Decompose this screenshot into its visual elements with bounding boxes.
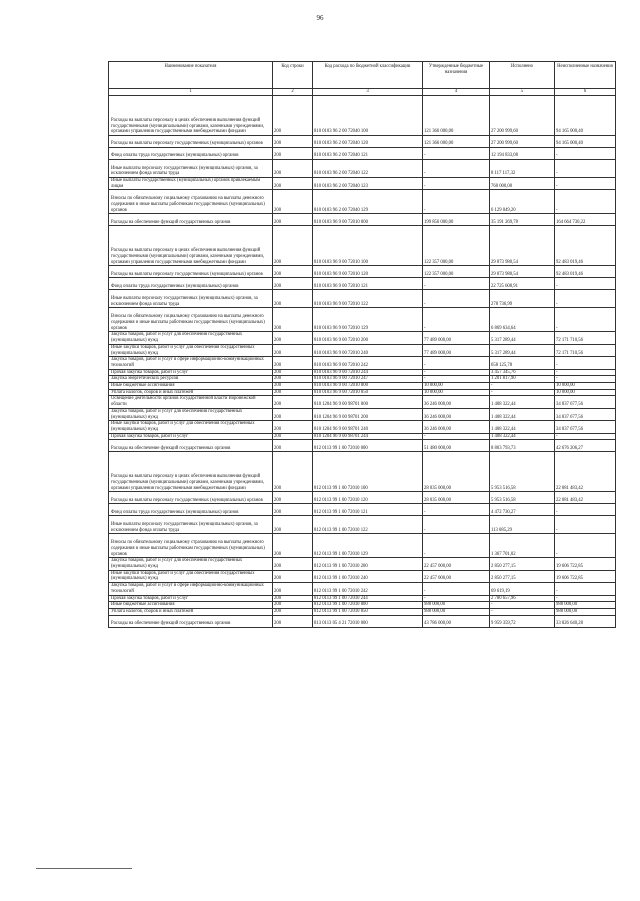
row-budget-code: 810 1204 96 9 00 98701 000 <box>313 396 423 408</box>
header-budget-code: Код расхода по бюджетной классификации <box>313 62 423 89</box>
row-executed: 27 200 999,60 <box>490 96 555 136</box>
row-budget-code: 812 0113 99 1 00 72010 122 <box>313 516 423 534</box>
table-row <box>109 440 616 452</box>
row-name: Расходы на выплаты персоналу в целях обеспечения выполнения функций государственными (муниципальными) органами, казенными учреждениями, органами управления государственными внебюджетными фондами <box>109 96 273 136</box>
header-remaining: Неисполненные назначения <box>555 62 616 89</box>
row-budget-code: 812 0113 99 1 00 72010 129 <box>313 534 423 558</box>
row-executed: - <box>490 383 555 390</box>
row-approved: 36 246 000,00 <box>423 408 490 420</box>
row-budget-code: 810 0103 96 2 00 72040 121 <box>313 148 423 160</box>
row-line-code: 200 <box>273 421 313 433</box>
row-approved: 122 357 000,00 <box>423 226 490 266</box>
table-row <box>109 148 616 160</box>
row-budget-code: 810 0103 96 2 00 72040 129 <box>313 190 423 214</box>
row-name: Прочая закупка товаров, работ и услуг <box>109 369 273 376</box>
row-name: Уплата налогов, сборов и иных платежей <box>109 389 273 396</box>
column-number: 2 <box>273 89 313 96</box>
row-line-code: 200 <box>273 433 313 440</box>
column-number: 3 <box>313 89 423 96</box>
row-approved: - <box>423 583 490 595</box>
row-approved: 36 246 000,00 <box>423 421 490 433</box>
row-name: Закупка товаров, работ и услуг для обеспечения государственных (муниципальных) нужд <box>109 408 273 420</box>
row-name: Прочая закупка товаров, работ и услуг <box>109 595 273 602</box>
row-remaining: 72 171 710,56 <box>555 344 616 356</box>
row-approved: 28 035 000,00 <box>423 452 490 492</box>
row-line-code: 200 <box>273 516 313 534</box>
table-row <box>109 383 616 390</box>
row-executed: 1 201 817,90 <box>490 376 555 383</box>
row-budget-code: 810 1204 96 9 00 98701 240 <box>313 421 423 433</box>
row-name: Расходы на обеспечение функций государственных органов <box>109 440 273 452</box>
row-remaining: 34 837 677,56 <box>555 408 616 420</box>
row-remaining: 22 081 483,42 <box>555 452 616 492</box>
table-row <box>109 534 616 558</box>
row-budget-code: 812 0113 99 1 00 72010 242 <box>313 583 423 595</box>
table-row <box>109 615 616 627</box>
row-approved: 77 489 000,00 <box>423 332 490 344</box>
row-approved: - <box>423 369 490 376</box>
row-budget-code: 812 0113 99 1 00 72010 100 <box>313 452 423 492</box>
row-line-code: 200 <box>273 148 313 160</box>
page-number: 96 <box>316 14 324 22</box>
row-line-code: 200 <box>273 178 313 190</box>
row-approved: - <box>423 148 490 160</box>
row-executed: 29 873 980,54 <box>490 226 555 266</box>
row-remaining: 19 606 722,85 <box>555 558 616 570</box>
row-name: Расходы на выплаты персоналу в целях обеспечения выполнения функций государственными (муниципальными) органами, казенными учреждениями, органами управления государственными внебюджетными фондами <box>109 226 273 266</box>
row-name: Иные закупки товаров, работ и услуг для обеспечения государственных (муниципальных) нужд <box>109 344 273 356</box>
row-executed: - <box>490 602 555 609</box>
row-name: Иные выплаты персоналу государственных (муниципальных) органов, за исключением фонда оплаты труда <box>109 516 273 534</box>
row-line-code: 200 <box>273 452 313 492</box>
row-approved: 22 457 000,00 <box>423 570 490 582</box>
row-budget-code: 812 0113 99 1 00 72010 120 <box>313 492 423 504</box>
row-remaining: 92 483 019,46 <box>555 226 616 266</box>
row-remaining: - <box>555 369 616 376</box>
row-approved: - <box>423 190 490 214</box>
row-name: Закупка товаров, работ и услуг в сфере информационно-коммуникационных технологий <box>109 357 273 369</box>
row-line-code: 200 <box>273 96 313 136</box>
row-budget-code: 810 0103 96 9 00 72010 244 <box>313 369 423 376</box>
row-approved: 51 480 000,00 <box>423 440 490 452</box>
row-remaining: 10 000,00 <box>555 389 616 396</box>
row-executed: 5 953 516,58 <box>490 492 555 504</box>
table-row <box>109 376 616 383</box>
row-name: Расходы на выплаты персоналу в целях обеспечения выполнения функций государственными (муниципальными) органами, казенными учреждениями, органами управления государственными внебюджетными фондами <box>109 452 273 492</box>
row-name: Иные закупки товаров, работ и услуг для обеспечения государственных (муниципальных) нужд <box>109 421 273 433</box>
table-row <box>109 96 616 136</box>
row-remaining: - <box>555 516 616 534</box>
table-row <box>109 516 616 534</box>
row-remaining: 34 837 677,56 <box>555 421 616 433</box>
row-executed: 5 317 289,44 <box>490 344 555 356</box>
row-name: Фонд оплаты труда государственных (муниципальных) органов <box>109 504 273 516</box>
row-budget-code: 812 0113 99 1 00 72010 200 <box>313 558 423 570</box>
footer-divider <box>36 868 132 869</box>
row-name: Иные бюджетные ассигнования <box>109 602 273 609</box>
row-remaining: - <box>555 357 616 369</box>
row-line-code: 200 <box>273 440 313 452</box>
row-name: Расходы на обеспечение функций государственных органов <box>109 214 273 226</box>
column-number: 4 <box>423 89 490 96</box>
row-remaining: - <box>555 504 616 516</box>
row-line-code: 200 <box>273 583 313 595</box>
row-name: Расходы на обеспечение функций государственных органов <box>109 615 273 627</box>
row-budget-code: 810 0103 96 9 00 72010 800 <box>313 383 423 390</box>
row-line-code: 200 <box>273 492 313 504</box>
row-approved: 988 000,00 <box>423 602 490 609</box>
row-executed: 35 191 269,78 <box>490 214 555 226</box>
table-row <box>109 558 616 570</box>
row-remaining: - <box>555 148 616 160</box>
row-approved: - <box>423 160 490 178</box>
table-row <box>109 357 616 369</box>
table-row <box>109 278 616 290</box>
row-line-code: 200 <box>273 602 313 609</box>
row-approved: 988 000,00 <box>423 608 490 615</box>
row-budget-code: 810 0103 96 9 00 72010 122 <box>313 290 423 308</box>
row-budget-code: 810 0103 96 9 00 72010 100 <box>313 226 423 266</box>
row-executed: 658 125,78 <box>490 357 555 369</box>
row-line-code: 200 <box>273 608 313 615</box>
row-line-code: 200 <box>273 290 313 308</box>
row-executed: 113 085,29 <box>490 516 555 534</box>
row-budget-code: 810 0103 96 9 00 72010 240 <box>313 344 423 356</box>
row-remaining: 22 081 483,42 <box>555 492 616 504</box>
row-approved: 28 035 000,00 <box>423 492 490 504</box>
column-number: 1 <box>109 89 273 96</box>
row-executed: 1 408 322,44 <box>490 396 555 408</box>
row-approved: 121 366 000,00 <box>423 136 490 148</box>
row-executed: 12 194 833,08 <box>490 148 555 160</box>
row-remaining: - <box>555 433 616 440</box>
row-budget-code: 810 1204 96 9 00 98701 244 <box>313 433 423 440</box>
header-line-code: Код строки <box>273 62 313 89</box>
table-row <box>109 396 616 408</box>
row-remaining: - <box>555 308 616 332</box>
row-budget-code: 812 0113 99 1 00 72010 240 <box>313 570 423 582</box>
row-name: Иные бюджетные ассигнования <box>109 383 273 390</box>
row-approved: - <box>423 357 490 369</box>
row-remaining: - <box>555 290 616 308</box>
row-budget-code: 810 0103 96 9 00 72010 120 <box>313 266 423 278</box>
row-line-code: 200 <box>273 534 313 558</box>
row-remaining: - <box>555 278 616 290</box>
row-executed: 8 117 117,32 <box>490 160 555 178</box>
column-number-row <box>109 89 616 96</box>
row-line-code: 200 <box>273 344 313 356</box>
row-budget-code: 810 0103 96 9 00 72010 850 <box>313 389 423 396</box>
header-executed: Исполнено <box>490 62 555 89</box>
row-name: Взносы по обязательному социальному страхованию на выплаты денежного содержания и иные выплаты работникам государственных (муниципальных) органов <box>109 534 273 558</box>
row-approved: 122 357 000,00 <box>423 266 490 278</box>
row-approved: - <box>423 595 490 602</box>
row-line-code: 200 <box>273 595 313 602</box>
row-line-code: 200 <box>273 396 313 408</box>
header-approved: Утвержденные бюджетные назначения <box>423 62 490 89</box>
row-executed: 2 850 277,15 <box>490 570 555 582</box>
row-remaining: 94 165 000,40 <box>555 96 616 136</box>
row-name: Закупка товаров, работ и услуг для обеспечения государственных (муниципальных) нужд <box>109 332 273 344</box>
row-budget-code: 810 0103 96 9 00 72010 121 <box>313 278 423 290</box>
row-line-code: 200 <box>273 389 313 396</box>
row-line-code: 200 <box>273 408 313 420</box>
row-line-code: 200 <box>273 369 313 376</box>
row-budget-code: 810 1204 96 9 00 98701 200 <box>313 408 423 420</box>
table-row <box>109 160 616 178</box>
row-line-code: 200 <box>273 558 313 570</box>
row-approved: 22 457 000,00 <box>423 558 490 570</box>
row-budget-code: 810 0103 96 9 00 72010 129 <box>313 308 423 332</box>
row-executed: 1 367 701,02 <box>490 534 555 558</box>
header-row <box>109 62 616 89</box>
row-name: Освещение деятельности органов государственной власти Воронежской области <box>109 396 273 408</box>
row-line-code: 200 <box>273 214 313 226</box>
row-approved: - <box>423 290 490 308</box>
row-line-code: 200 <box>273 357 313 369</box>
table-row <box>109 408 616 420</box>
row-executed: 27 200 999,60 <box>490 136 555 148</box>
row-executed: 6 129 049,20 <box>490 190 555 214</box>
row-remaining: 72 171 710,56 <box>555 332 616 344</box>
row-remaining: - <box>555 160 616 178</box>
row-remaining: 94 165 000,40 <box>555 136 616 148</box>
row-remaining: 19 606 722,85 <box>555 570 616 582</box>
row-budget-code: 810 0103 96 9 00 72010 247 <box>313 376 423 383</box>
row-approved: - <box>423 433 490 440</box>
row-remaining: 33 826 640,28 <box>555 615 616 627</box>
row-line-code: 200 <box>273 266 313 278</box>
row-approved: 121 366 000,00 <box>423 96 490 136</box>
row-executed: 1 408 322,44 <box>490 433 555 440</box>
row-name: Взносы по обязательному социальному страхованию на выплаты денежного содержания и иные выплаты работникам государственных (муниципальных) органов <box>109 190 273 214</box>
row-approved: 199 856 000,00 <box>423 214 490 226</box>
row-executed: 2 850 277,15 <box>490 558 555 570</box>
row-line-code: 200 <box>273 136 313 148</box>
row-executed: 8 803 793,73 <box>490 440 555 452</box>
row-remaining: 42 676 206,27 <box>555 440 616 452</box>
table-row <box>109 344 616 356</box>
row-approved: - <box>423 278 490 290</box>
row-budget-code: 812 0113 99 1 00 72010 000 <box>313 440 423 452</box>
table-row <box>109 570 616 582</box>
row-remaining: - <box>555 376 616 383</box>
row-approved: 36 246 000,00 <box>423 396 490 408</box>
row-approved: 10 000,00 <box>423 383 490 390</box>
row-name: Расходы на выплаты персоналу государственных (муниципальных) органов <box>109 492 273 504</box>
row-budget-code: 810 0103 96 2 00 72040 122 <box>313 160 423 178</box>
row-approved: - <box>423 504 490 516</box>
row-name: Фонд оплаты труда государственных (муниципальных) органов <box>109 278 273 290</box>
column-number: 5 <box>490 89 555 96</box>
row-remaining: 164 664 730,22 <box>555 214 616 226</box>
row-budget-code: 810 0103 96 2 00 72040 123 <box>313 178 423 190</box>
row-line-code: 200 <box>273 376 313 383</box>
row-name: Иные выплаты государственных (муниципальных) органов привлекаемым лицам <box>109 178 273 190</box>
row-executed: 3 457 345,76 <box>490 369 555 376</box>
row-approved: 10 000,00 <box>423 389 490 396</box>
row-budget-code: 810 0103 96 9 00 72010 000 <box>313 214 423 226</box>
row-name: Иные закупки товаров, работ и услуг для обеспечения государственных (муниципальных) нужд <box>109 570 273 582</box>
row-executed: 9 959 359,72 <box>490 615 555 627</box>
row-name: Иные выплаты персоналу государственных (муниципальных) органов, за исключением фонда оплаты труда <box>109 290 273 308</box>
table-row <box>109 595 616 602</box>
row-approved: - <box>423 178 490 190</box>
row-name: Прочая закупка товаров, работ и услуг <box>109 433 273 440</box>
row-line-code: 200 <box>273 504 313 516</box>
row-executed: 5 953 516,58 <box>490 452 555 492</box>
row-remaining: - <box>555 534 616 558</box>
table-row <box>109 583 616 595</box>
row-remaining: 92 483 019,46 <box>555 266 616 278</box>
row-budget-code: 812 0113 99 1 00 72010 244 <box>313 595 423 602</box>
row-budget-code: 810 0103 96 9 00 72010 200 <box>313 332 423 344</box>
row-remaining: - <box>555 583 616 595</box>
row-executed: 1 408 322,44 <box>490 408 555 420</box>
row-executed: 29 873 980,54 <box>490 266 555 278</box>
row-budget-code: 810 0103 96 2 00 72040 120 <box>313 136 423 148</box>
table-row <box>109 389 616 396</box>
row-remaining: - <box>555 178 616 190</box>
row-line-code: 200 <box>273 160 313 178</box>
table-row <box>109 332 616 344</box>
row-executed: - <box>490 608 555 615</box>
row-approved: 43 786 000,00 <box>423 615 490 627</box>
table-row <box>109 190 616 214</box>
row-executed: 5 317 289,44 <box>490 332 555 344</box>
row-line-code: 200 <box>273 615 313 627</box>
table-row <box>109 308 616 332</box>
row-remaining: - <box>555 595 616 602</box>
row-name: Иные выплаты персоналу государственных (муниципальных) органов, за исключением фонда оплаты труда <box>109 160 273 178</box>
row-approved: 77 489 000,00 <box>423 344 490 356</box>
row-name: Закупка энергетических ресурсов <box>109 376 273 383</box>
table-row <box>109 178 616 190</box>
row-line-code: 200 <box>273 308 313 332</box>
row-executed: 760 000,00 <box>490 178 555 190</box>
table-row <box>109 602 616 609</box>
row-remaining: 988 000,00 <box>555 602 616 609</box>
row-remaining: 34 837 677,56 <box>555 396 616 408</box>
table-row <box>109 452 616 492</box>
row-executed: 1 408 322,44 <box>490 421 555 433</box>
row-name: Закупка товаров, работ и услуг в сфере информационно-коммуникационных технологий <box>109 583 273 595</box>
table-row <box>109 433 616 440</box>
row-budget-code: 810 0103 96 9 00 72010 242 <box>313 357 423 369</box>
row-executed: 278 736,99 <box>490 290 555 308</box>
row-executed: 4 472 730,27 <box>490 504 555 516</box>
row-approved: - <box>423 516 490 534</box>
row-executed: 2 780 657,96 <box>490 595 555 602</box>
row-approved: - <box>423 376 490 383</box>
row-line-code: 200 <box>273 332 313 344</box>
row-line-code: 200 <box>273 278 313 290</box>
row-remaining: 988 000,00 <box>555 608 616 615</box>
table-row <box>109 492 616 504</box>
row-name: Взносы по обязательному социальному страхованию на выплаты денежного содержания и иные выплаты работникам государственных (муниципальных) органов <box>109 308 273 332</box>
row-budget-code: 813 0113 05 4 21 72010 000 <box>313 615 423 627</box>
row-budget-code: 812 0113 99 1 00 72010 121 <box>313 504 423 516</box>
table-row <box>109 266 616 278</box>
row-executed: 22 725 608,91 <box>490 278 555 290</box>
row-line-code: 200 <box>273 383 313 390</box>
table-row <box>109 214 616 226</box>
row-budget-code: 812 0113 99 1 00 72010 800 <box>313 602 423 609</box>
row-name: Фонд оплаты труда государственных (муниципальных) органов <box>109 148 273 160</box>
column-number: 6 <box>555 89 616 96</box>
row-line-code: 200 <box>273 190 313 214</box>
row-remaining: 10 000,00 <box>555 383 616 390</box>
row-line-code: 200 <box>273 570 313 582</box>
table-row <box>109 226 616 266</box>
row-executed: - <box>490 389 555 396</box>
header-name: Наименование показателя <box>109 62 273 89</box>
table-row <box>109 136 616 148</box>
row-name: Расходы на выплаты персоналу государственных (муниципальных) органов <box>109 266 273 278</box>
row-name: Расходы на выплаты персоналу государственных (муниципальных) органов <box>109 136 273 148</box>
row-budget-code: 812 0113 99 1 00 72010 850 <box>313 608 423 615</box>
budget-execution-table <box>108 61 616 628</box>
row-executed: 6 869 634,64 <box>490 308 555 332</box>
row-approved: - <box>423 534 490 558</box>
table-row <box>109 608 616 615</box>
table-row <box>109 290 616 308</box>
table-row <box>109 421 616 433</box>
table-row <box>109 369 616 376</box>
row-line-code: 200 <box>273 226 313 266</box>
row-remaining: - <box>555 190 616 214</box>
row-executed: 69 619,19 <box>490 583 555 595</box>
row-approved: - <box>423 308 490 332</box>
row-name: Закупка товаров, работ и услуг для обеспечения государственных (муниципальных) нужд <box>109 558 273 570</box>
row-budget-code: 810 0103 96 2 00 72040 100 <box>313 96 423 136</box>
row-name: Уплата налогов, сборов и иных платежей <box>109 608 273 615</box>
table-row <box>109 504 616 516</box>
